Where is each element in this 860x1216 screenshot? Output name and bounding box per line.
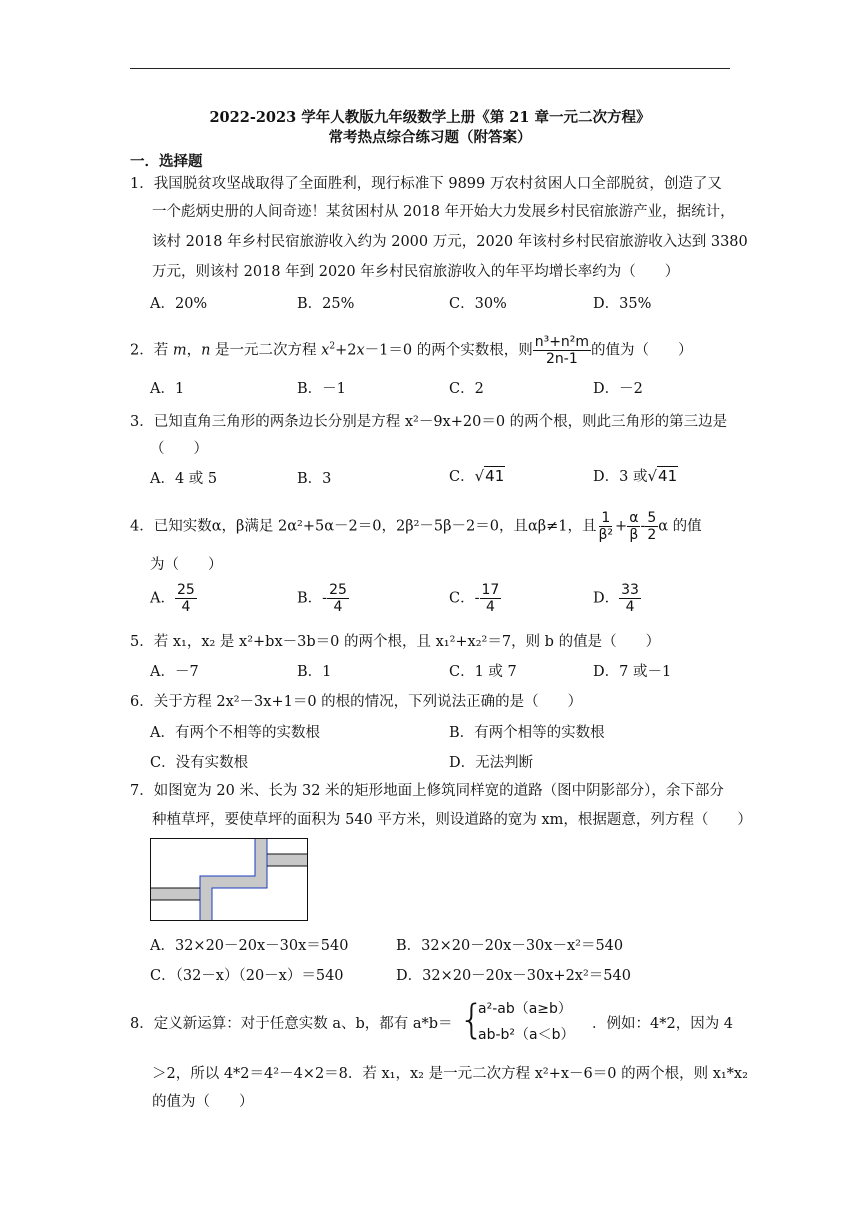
q7-option-d: D．32×20－20x－30x+2x²＝540 bbox=[396, 968, 631, 984]
q6-option-c: C．没有实数根 bbox=[150, 755, 249, 771]
q5-option-b: B．1 bbox=[297, 664, 332, 680]
q8-line1: 8．定义新运算：对于任意实数 a、b，都有 a*b＝ bbox=[130, 1016, 453, 1032]
q2-option-a: A．1 bbox=[150, 381, 185, 397]
sqrt-symbol: √41 bbox=[474, 467, 505, 485]
road-diagram bbox=[150, 838, 310, 922]
q7-option-c: C．（32－x）（20－x）＝540 bbox=[150, 968, 344, 984]
q5-option-c: C．1 或 7 bbox=[449, 664, 517, 680]
q5-option-a: A．－7 bbox=[150, 664, 199, 680]
q1-option-d: D．35% bbox=[593, 296, 652, 312]
q8-line2: ＞2，所以 4*2＝4²－4×2＝8．若 x₁，x₂ 是一元二次方程 x²+x－6＝0 的两个根，则 x₁*x₂ bbox=[152, 1066, 748, 1082]
q4-option-a: A． $\frac{25}{4}$ bbox=[150, 582, 195, 615]
q1-option-a: A．20% bbox=[150, 296, 208, 312]
q2-stem: 2．若 m，n 是一元二次方程 $x^2+2x-1=0$ 的两个实数根，则 $\frac{\text{n³+n²m}}{2n-1}$ 的值为（ ） bbox=[130, 334, 693, 367]
q1-line2: 一个彪炳史册的人间奇迹！某贫困村从 2018 年开始大力发展乡村民宿旅游产业，据统计， bbox=[152, 204, 735, 220]
q3-option-a: A．4 或 5 bbox=[150, 471, 218, 487]
q4-frac-3: $\frac{5}{2}$ bbox=[647, 510, 657, 543]
q8-case2: ab-b²（a＜b） bbox=[478, 1027, 575, 1043]
q7-line2: 种植草坪，要使草坪的面积为 540 平方米，则设道路的宽为 xm，根据题意，列方程（ ） bbox=[152, 812, 752, 828]
q4-option-b: B．- $\frac{25}{4}$ bbox=[297, 582, 347, 615]
q5-option-d: D．7 或－1 bbox=[593, 664, 672, 680]
q5-stem: 5．若 x₁，x₂ 是 x²+bx－3b＝0 的两个根，且 x₁²+x₂²＝7，则 b 的值是（ ） bbox=[130, 634, 661, 650]
q3-option-d: D．3 或√41 bbox=[593, 467, 678, 485]
q3-option-c: C．√41 bbox=[449, 467, 505, 485]
q2-fraction: $\frac{\text{n³+n²m}}{2n-1}$ bbox=[534, 334, 590, 367]
doc-subtitle: 常考热点综合练习题（附答案） bbox=[328, 129, 532, 146]
q2-option-b: B．－1 bbox=[297, 381, 346, 397]
q1-option-c: C．30% bbox=[449, 296, 507, 312]
q3-option-b: B．3 bbox=[297, 471, 332, 487]
header-rule bbox=[130, 68, 730, 69]
q8-case1: a²-ab（a≥b） bbox=[478, 1001, 572, 1017]
q4-line2: 为（ ） bbox=[150, 557, 223, 573]
q2-option-c: C．2 bbox=[449, 381, 484, 397]
q1-line4: 万元，则该村 2018 年到 2020 年乡村民宿旅游收入的年平均增长率约为（ ） bbox=[152, 264, 680, 280]
q6-option-a: A．有两个不相等的实数根 bbox=[150, 725, 320, 741]
q4-frac-1: $\frac{1}{\text{β²}}$ bbox=[598, 510, 614, 543]
q6-stem: 6．关于方程 2x²－3x+1＝0 的根的情况，下列说法正确的是（ ） bbox=[130, 694, 583, 710]
q3-line2: （ ） bbox=[150, 441, 208, 457]
q3-stem: 3．已知直角三角形的两条边长分别是方程 x²－9x+20＝0 的两个根，则此三角形的第三边是 bbox=[130, 414, 728, 430]
q1-option-b: B．25% bbox=[297, 296, 355, 312]
q7-line1: 7．如图宽为 20 米、长为 32 米的矩形地面上修筑同样宽的道路（图中阴影部分），余下部分 bbox=[130, 783, 724, 799]
q7-option-a: A．32×20－20x－30x＝540 bbox=[150, 938, 349, 954]
doc-title: 2022-2023 学年人教版九年级数学上册《第 21 章一元二次方程》 bbox=[209, 109, 651, 126]
q6-option-d: D．无法判断 bbox=[449, 755, 534, 771]
q1-line1: 1．我国脱贫攻坚战取得了全面胜利，现行标准下 9899 万农村贫困人口全部脱贫，创造了又 bbox=[130, 176, 722, 192]
sqrt-symbol: √41 bbox=[647, 467, 678, 485]
q4-frac-2: $\frac{\alpha}{\beta}$ bbox=[629, 510, 639, 543]
q4-option-d: D． $\frac{33}{4}$ bbox=[593, 582, 639, 615]
q1-line3: 该村 2018 年乡村民宿旅游收入约为 2000 万元，2020 年该村乡村民宿旅游收入达到 3380 bbox=[152, 234, 748, 250]
section-heading: 一．选择题 bbox=[130, 153, 203, 170]
brace-icon: { bbox=[459, 997, 485, 1043]
q7-option-b: B．32×20－20x－30x－x²＝540 bbox=[396, 938, 624, 954]
q6-option-b: B．有两个相等的实数根 bbox=[449, 725, 605, 741]
q8-line3: 的值为（ ） bbox=[152, 1094, 254, 1110]
q8-line1b: ．例如：4*2，因为 4 bbox=[592, 1016, 734, 1032]
q4-option-c: C．- $\frac{17}{4}$ bbox=[449, 582, 500, 615]
q4-stem: 4．已知实数α，β满足 2α²+5α－2＝0，2β²－5β－2＝0，且αβ≠1，且 $\frac{1}{\text{β²}}$ + $\frac{\alpha}{\beta}$ - $\frac{5}{2}$ α 的值 bbox=[130, 510, 702, 543]
q2-option-d: D．－2 bbox=[593, 381, 643, 397]
